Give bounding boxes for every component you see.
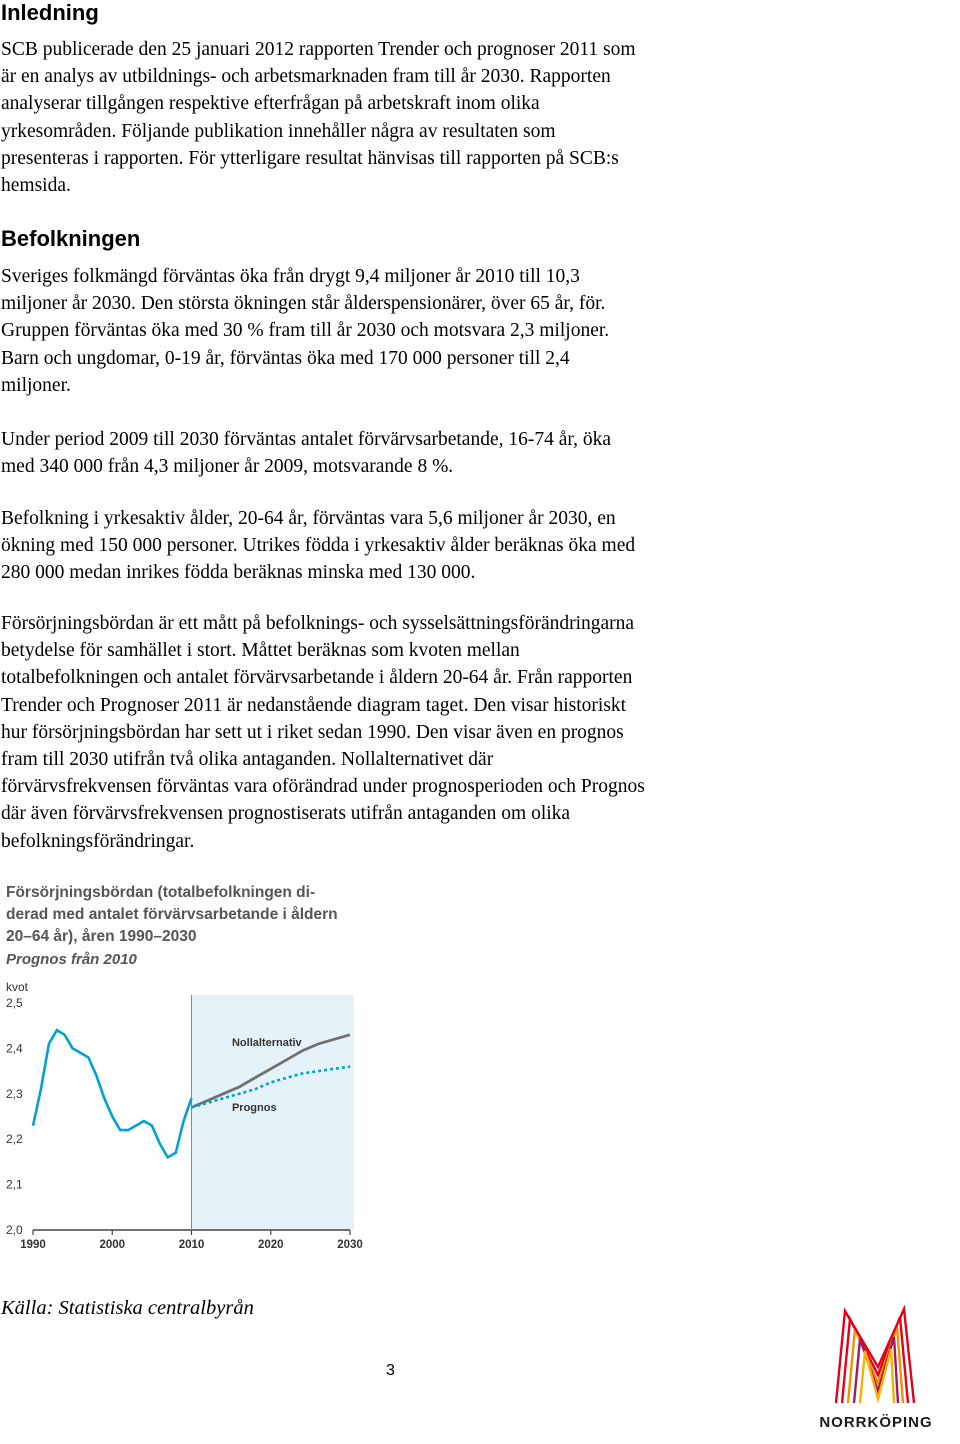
text-line: presenteras i rapporten. För ytterligare resultat hänvisas till rapporten på SCB:s: [1, 147, 619, 169]
y-tick-label: 2,2: [6, 1132, 23, 1147]
dependency-ratio-chart: [0, 875, 365, 1275]
text-line: ökning med 150 000 personer. Utrikes födda i yrkesaktiv ålder beräknas öka med: [1, 535, 636, 557]
x-tick-label: 2000: [99, 1239, 126, 1251]
y-tick-label: 2,1: [6, 1177, 23, 1192]
text-line: fram till 2030 utifrån två olika antaganden. Nollalternativet där: [1, 749, 494, 771]
y-tick-label: 2,4: [6, 1041, 23, 1056]
logo-stroke-yellow: [860, 1349, 894, 1403]
chart-title-line: Försörjningsbördan (totalbefolkningen di-: [6, 884, 316, 901]
text-line: Barn och ungdomar, 0-19 år, förväntas öka med 170 000 personer till 2,4: [1, 347, 570, 369]
text-line: totalbefolkningen och antalet förvärvsarbetande i åldern 20-64 år. Från rapporten: [1, 667, 633, 689]
legend-label-prognos: Prognos: [231, 1102, 277, 1115]
text-line: betydelse för samhället i stort. Måttet beräknas som kvoten mellan: [1, 640, 520, 662]
intro-paragraph: [1, 36, 936, 199]
text-line: med 340 000 från 4,3 miljoner år 2009, motsvarande 8 %.: [1, 456, 454, 478]
text-line: Befolkning i yrkesaktiv ålder, 20-64 år, förväntas vara 5,6 miljoner år 2030, en: [1, 508, 616, 529]
text-line: 280 000 medan inrikes födda beräknas minska med 130 000.: [1, 562, 476, 584]
population-paragraph: [1, 263, 931, 399]
chart-title-line: derad med antalet förvärvsarbetande i åldern: [6, 906, 338, 923]
y-tick-label: 2,0: [6, 1223, 23, 1237]
text-line: hemsida.: [1, 175, 71, 197]
text-line: befolkningsförändringar.: [1, 830, 195, 852]
heading-intro: Inledning: [1, 0, 99, 25]
text-line: miljoner år 2030. Den största ökningen står ålderspensionärer, över 65 år, för.: [1, 293, 606, 315]
chart-title-line: 20–64 år), åren 1990–2030: [6, 928, 197, 945]
text-line: miljoner.: [1, 374, 71, 396]
employment-paragraph: [1, 426, 931, 480]
text-line: Under period 2009 till 2030 förväntas antalet förvärvsarbetande, 16-74 år, öka: [1, 429, 612, 450]
y-axis-label: kvot: [6, 980, 29, 994]
text-line: är en analys av utbildnings- och arbetsmarknaden fram till år 2030. Rapporten: [1, 66, 611, 88]
x-tick-label: 1990: [20, 1239, 46, 1251]
x-tick-label: 2030: [337, 1239, 363, 1251]
chart-subtitle: Prognos från 2010: [6, 951, 137, 968]
text-line: där även förvärvsfrekvensen prognostiserats utifrån antaganden om olika: [1, 803, 571, 825]
source-note: Källa: Statistiska centralbyrån: [1, 1297, 254, 1319]
norrkoping-logo: [808, 1305, 944, 1435]
x-tick-label: 2020: [257, 1239, 284, 1251]
text-line: Gruppen förväntas öka med 30 % fram till år 2030 och motsvara 2,3 miljoner.: [1, 320, 610, 342]
heading-population: Befolkningen: [1, 226, 141, 251]
text-line: yrkesområden. Följande publikation innehåller några av resultaten som: [1, 120, 556, 142]
text-line: förvärvsfrekvensen förväntas vara oförändrad under prognosperioden och Prognos: [1, 776, 645, 798]
text-line: SCB publicerade den 25 januari 2012 rapporten Trender och prognoser 2011 som: [1, 39, 636, 60]
text-line: Försörjningsbördan är ett mått på befolknings- och sysselsättningsförändringarna: [1, 613, 635, 634]
legend-label-nollalternativ: Nollalternativ: [231, 1037, 302, 1050]
text-line: hur försörjningsbördan har sett ut i riket sedan 1990. Den visar även en prognos: [1, 721, 624, 743]
y-tick-label: 2,3: [6, 1086, 23, 1101]
y-tick-label: 2,5: [6, 996, 23, 1010]
page-number: 3: [386, 1362, 395, 1379]
working-age-paragraph: [1, 505, 931, 587]
text-line: Trender och Prognoser 2011 är nedanstående diagram taget. Den visar historiskt: [1, 694, 627, 716]
text-line: analyserar tillgången respektive efterfrågan på arbetskraft inom olika: [1, 93, 540, 115]
x-tick-label: 2010: [178, 1239, 205, 1251]
series-line-history: [33, 1030, 192, 1157]
logo-wordmark: NORRKÖPING: [819, 1414, 933, 1431]
text-line: Sveriges folkmängd förväntas öka från drygt 9,4 miljoner år 2010 till 10,3: [1, 266, 580, 287]
dependency-paragraph: [1, 610, 936, 855]
